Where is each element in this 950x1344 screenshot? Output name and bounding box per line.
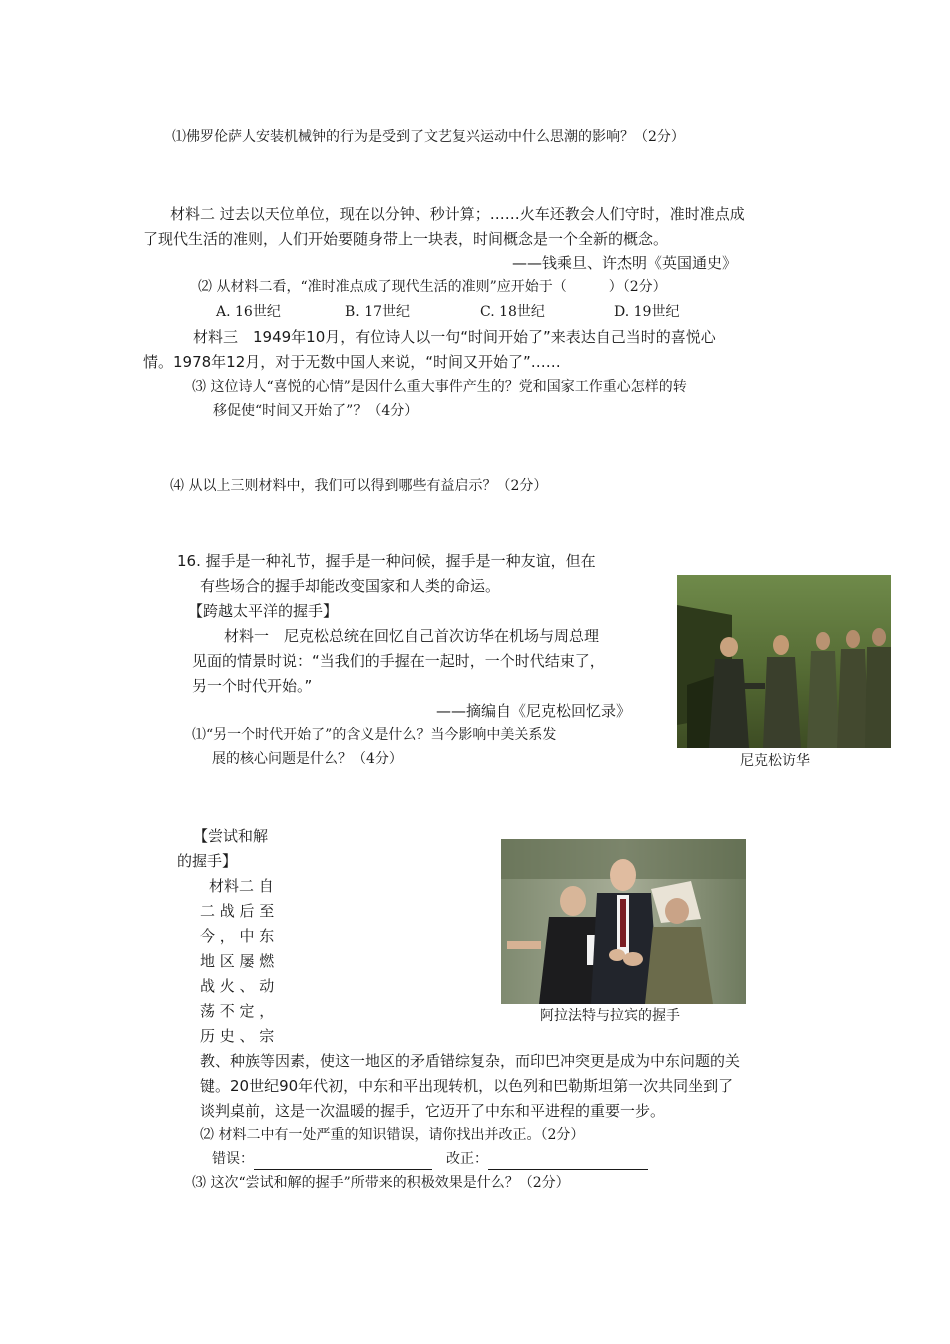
q16-question-1-line-2: 展的核心问题是什么？（4分） [212, 751, 403, 767]
q16-heading-reconciliation-2: 的握手】 [177, 852, 238, 870]
correction-answer-blank[interactable] [488, 1153, 648, 1170]
q16-answer-row [212, 1148, 648, 1170]
error-answer-blank[interactable] [254, 1153, 432, 1170]
q15-material-3-line-1: 材料三 1949年10月，有位诗人以一句“时间开始了”来表达自己当时的喜悦心 [193, 328, 716, 346]
q16-material-2-line-c: 谈判桌前，这是一次温暖的握手，它迈开了中东和平进程的重要一步。 [200, 1102, 666, 1120]
q15-option-b: B. 17世纪 [345, 304, 411, 320]
q15-question-1: ⑴佛罗伦萨人安装机械钟的行为是受到了文艺复兴运动中什么思潮的影响？（2分） [172, 129, 685, 145]
arafat-rabin-photo-image [501, 839, 746, 1004]
q15-option-a: A. 16世纪 [216, 304, 281, 320]
q16-material-2-col-6: 历 史 、 宗 [200, 1027, 275, 1045]
q16-heading-reconciliation-1: 【尝试和解 [193, 827, 269, 845]
error-label: 错误： [212, 1151, 254, 1167]
q16-material-1-source: ——摘编自《尼克松回忆录》 [436, 702, 632, 720]
q16-question-3: ⑶ 这次“尝试和解的握手”所带来的积极效果是什么？（2分） [192, 1175, 570, 1191]
q16-material-2-col-1: 二 战 后 至 [200, 902, 275, 920]
arafat-rabin-caption: 阿拉法特与拉宾的握手 [540, 1008, 680, 1024]
q15-material-2-line-1: 材料二 过去以天位单位，现在以分钟、秒计算；……火车还教会人们守时，准时准点成 [170, 205, 745, 223]
nixon-visit-photo [677, 575, 891, 748]
q16-material-1-line-2: 见面的情景时说：“当我们的手握在一起时，一个时代结束了， [192, 652, 605, 670]
q16-intro-line-1: 16. 握手是一种礼节，握手是一种问候，握手是一种友谊，但在 [177, 552, 596, 570]
q15-option-c: C. 18世纪 [480, 304, 545, 320]
q16-material-1-line-3: 另一个时代开始。” [192, 677, 313, 695]
q16-heading-pacific-handshake: 【跨越太平洋的握手】 [188, 602, 339, 620]
arafat-rabin-photo [501, 839, 746, 1004]
correction-label: 改正： [446, 1151, 488, 1167]
nixon-visit-caption: 尼克松访华 [740, 753, 810, 769]
q16-material-2-col-4: 战 火 、 动 [200, 977, 275, 995]
q15-material-2-line-2: 了现代生活的准则，人们开始要随身带上一块表，时间概念是一个全新的概念。 [143, 230, 669, 248]
q16-material-2-col-5: 荡 不 定 ， [200, 1002, 275, 1020]
q16-material-2-line-a: 教、种族等因素，使这一地区的矛盾错综复杂，而印巴冲突更是成为中东问题的关 [200, 1052, 741, 1070]
q16-material-2-col-3: 地 区 屡 燃 [200, 952, 275, 970]
q15-question-2: ⑵ 从材料二看，“准时准点成了现代生活的准则”应开始于（ ）（2分） [198, 279, 667, 295]
nixon-visit-photo-image [677, 575, 891, 748]
q15-question-4: ⑷ 从以上三则材料中，我们可以得到哪些有益启示？（2分） [170, 478, 548, 494]
q15-question-3-line-1: ⑶ 这位诗人“喜悦的心情”是因什么重大事件产生的？党和国家工作重心怎样的转 [192, 379, 687, 395]
q16-material-2-col-2: 今 ， 中 东 [200, 927, 275, 945]
q16-question-2: ⑵ 材料二中有一处严重的知识错误，请你找出并改正。（2分） [200, 1127, 585, 1143]
q16-material-2-col-0: 材料二 自 [209, 877, 274, 895]
q15-material-3-line-2: 情。1978年12月，对于无数中国人来说，“时间又开始了”…… [143, 353, 561, 371]
q16-question-1-line-1: ⑴“另一个时代开始了”的含义是什么？当今影响中美关系发 [192, 727, 557, 743]
q15-material-2-source: ——钱乘旦、许杰明《英国通史》 [512, 254, 738, 272]
q15-option-d: D. 19世纪 [614, 304, 680, 320]
q16-material-2-line-b: 键。20世纪90年代初，中东和平出现转机，以色列和巴勒斯坦第一次共同坐到了 [200, 1077, 734, 1095]
q15-question-3-line-2: 移促使“时间又开始了”？（4分） [213, 403, 419, 419]
q16-intro-line-2: 有些场合的握手却能改变国家和人类的命运。 [200, 577, 501, 595]
q16-material-1-line-1: 材料一 尼克松总统在回忆自己首次访华在机场与周总理 [224, 627, 600, 645]
